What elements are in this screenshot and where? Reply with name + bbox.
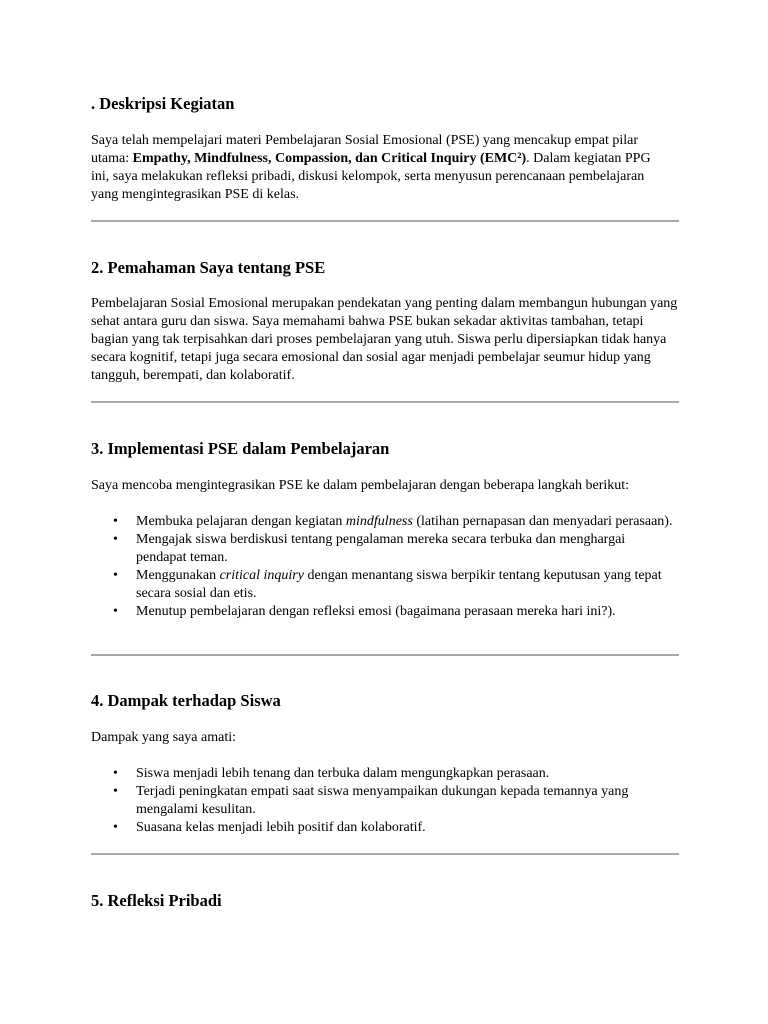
bullet-icon: • (113, 568, 118, 583)
section-2-heading: 2. Pemahaman Saya tentang PSE (91, 258, 326, 277)
list-item (91, 531, 679, 567)
list-item (91, 783, 679, 819)
section-3-list (91, 513, 679, 621)
list-item-text: Mengajak siswa berdiskusi tentang pengalaman mereka secara terbuka dan menghargai pendapat teman. (136, 532, 626, 565)
separator-1 (91, 220, 679, 222)
section-2-paragraph: Pembelajaran Sosial Emosional merupakan pendekatan yang penting dalam membangun hubungan yang sehat antara guru dan siswa. Saya memahami bahwa PSE bukan sekadar aktivitas tambahan, tetapi bagian yang tak terpisahkan dari proses pembelajaran yang utuh. Siswa perlu dipersiapkan tidak hanya secara kognitif, tetapi juga secara emosional dan sosial agar menjadi pembelajar seumur hidup yang tangguh, berempati, dan kolaboratif. (91, 296, 678, 383)
list-item-text: Menutup pembelajaran dengan refleksi emosi (bagaimana perasaan mereka hari ini?). (136, 604, 616, 619)
section-1-text-start: Saya telah mempelajari materi Pembelajaran Sosial Emosional (PSE) yang mencakup empat pilar utama: (91, 133, 638, 166)
section-3-intro: Saya mencoba mengintegrasikan PSE ke dalam pembelajaran dengan beberapa langkah berikut: (91, 478, 630, 493)
section-1-heading: . Deskripsi Kegiatan (91, 94, 235, 113)
list-item-text: Terjadi peningkatan empati saat siswa menyampaikan dukungan kepada temannya yang mengalami kesulitan. (136, 784, 629, 817)
section-4-intro: Dampak yang saya amati: (91, 730, 237, 745)
bullet-icon: • (113, 766, 118, 781)
list-item-italic: critical inquiry (219, 568, 304, 583)
section-3-heading: 3. Implementasi PSE dalam Pembelajaran (91, 439, 390, 458)
list-item-text-end: (latihan pernapasan dan menyadari perasaan). (412, 514, 673, 529)
section-5-heading: 5. Refleksi Pribadi (91, 891, 222, 910)
list-item-text-end: dengan menantang siswa berpikir tentang keputusan yang tepat secara sosial dan etis. (136, 568, 662, 601)
list-item-text: Membuka pelajaran dengan kegiatan (136, 514, 346, 529)
section-1-text-end: . Dalam kegiatan PPG ini, saya melakukan refleksi pribadi, diskusi kelompok, serta menyusun perencanaan pembelajaran yang mengintegrasikan PSE di kelas. (91, 151, 651, 202)
section-1-bold-pillars: Empathy, Mindfulness, Compassion, dan Critical Inquiry (EMC²) (132, 151, 527, 166)
list-item-italic: mindfulness (345, 514, 413, 529)
list-item (91, 603, 679, 621)
list-item-text: Siswa menjadi lebih tenang dan terbuka dalam mengungkapkan perasaan. (136, 766, 550, 781)
list-item (91, 567, 679, 603)
separator-2 (91, 401, 679, 403)
section-1-paragraph (91, 132, 661, 204)
section-4-list (91, 765, 679, 837)
list-item-text: Menggunakan (136, 568, 220, 583)
bullet-icon: • (113, 604, 118, 619)
separator-3 (91, 654, 679, 656)
separator-4 (91, 853, 679, 855)
bullet-icon: • (113, 784, 118, 799)
bullet-icon: • (113, 820, 118, 835)
list-item (91, 765, 679, 783)
list-item-text: Suasana kelas menjadi lebih positif dan kolaboratif. (136, 820, 426, 835)
list-item (91, 819, 679, 837)
bullet-icon: • (113, 514, 118, 529)
bullet-icon: • (113, 532, 118, 547)
section-4-heading: 4. Dampak terhadap Siswa (91, 691, 281, 710)
list-item (91, 513, 679, 531)
